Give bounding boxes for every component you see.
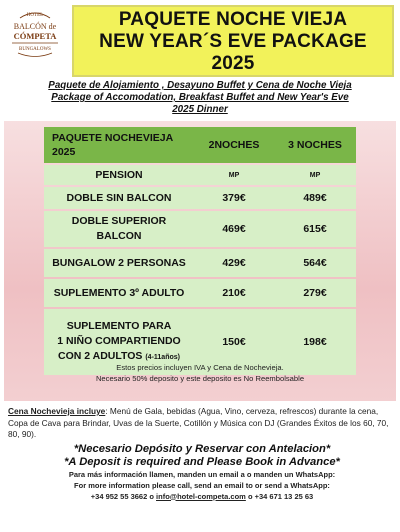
room-label-line-1: SUPLEMENTO PARA: [66, 320, 172, 332]
table-title-line-2: 2025: [52, 146, 76, 158]
separator-2: o: [245, 491, 255, 501]
price-3-nights: 564€: [274, 249, 356, 277]
description-line-3: 2025 Dinner: [172, 104, 228, 115]
dinner-includes: [8, 406, 396, 441]
pension-label: PENSION: [44, 165, 194, 185]
table-row-pension: [44, 165, 356, 185]
contact-line-en: For more information please call, send an email to or send a WhatsApp:: [74, 480, 330, 490]
table-header-row: [44, 127, 356, 163]
description-line-1: Paquete de Alojamiento , Desayuno Buffet y Cena de Noche Vieja: [48, 80, 352, 91]
room-label: DOBLE SIN BALCON: [44, 187, 194, 209]
room-label-line-2: BALCON: [96, 230, 142, 242]
headline-line-3: 2025: [211, 53, 255, 74]
contact-line-es: Para más información llamen, manden un email a o manden un WhatsApp:: [68, 469, 336, 479]
room-label-line-1: DOBLE SUPERIOR: [71, 215, 167, 227]
package-description: [6, 80, 394, 116]
header-2-nights: 2NOCHES: [194, 127, 274, 163]
price-2-nights: 150€: [194, 309, 274, 375]
logo-top-text: HOTEL: [26, 13, 44, 18]
dinner-includes-lead: Cena Nochevieja incluye: [8, 406, 106, 416]
price-table: [44, 125, 356, 377]
headline-banner: [72, 5, 394, 77]
price-3-nights: 489€: [274, 187, 356, 209]
logo-bottom-text: BUNGALOWS: [19, 47, 51, 52]
table-title-line-1: PAQUETE NOCHEVIEJA: [52, 132, 174, 144]
footer-info: [8, 406, 396, 502]
price-2-nights: 469€: [194, 211, 274, 247]
headline-line-1: PAQUETE NOCHE VIEJA: [118, 9, 348, 30]
price-2-nights: 429€: [194, 249, 274, 277]
pension-mp-2: MP: [194, 165, 274, 185]
table-header-title: [44, 127, 194, 163]
hotel-logo-graphic: [6, 6, 64, 62]
logo-name-line2: CÓMPETA: [13, 31, 57, 41]
hotel-logo: [6, 6, 64, 62]
room-label: SUPLEMENTO 3º ADULTO: [44, 279, 194, 307]
separator-1: o: [147, 491, 157, 501]
room-label-line-2: 1 NIÑO COMPARTIENDO: [57, 335, 181, 347]
contact-details: [8, 491, 396, 502]
table-row: [44, 249, 356, 277]
price-notes: [4, 362, 396, 384]
price-2-nights: 379€: [194, 187, 274, 209]
price-2-nights: 210€: [194, 279, 274, 307]
logo-name-line1: BALCÓN de: [13, 22, 57, 31]
email-link[interactable]: info@hotel-competa.com: [156, 491, 246, 501]
headline-line-2: NEW YEAR´S EVE PACKAGE: [99, 31, 367, 52]
note-line-1: Estos precios incluyen IVA y Cena de Nochevieja.: [116, 363, 284, 372]
table-row: [44, 211, 356, 247]
table-row: [44, 279, 356, 307]
deposit-notice-en: *A Deposit is required and Please Book in Advance*: [64, 455, 340, 468]
room-label-line-3-text: CON 2 ADULTOS: [58, 350, 143, 362]
phone-number-1[interactable]: +34 952 55 3662: [90, 491, 148, 501]
price-3-nights: 198€: [274, 309, 356, 375]
age-range-note: (4-11años): [145, 354, 180, 361]
note-line-2: Necesario 50% deposito y este deposito es No Reembolsable: [95, 374, 305, 383]
phone-number-2[interactable]: +34 671 13 25 63: [254, 491, 314, 501]
table-row: [44, 187, 356, 209]
room-label: BUNGALOW 2 PERSONAS: [44, 249, 194, 277]
room-label: [44, 211, 194, 247]
pension-mp-3: MP: [274, 165, 356, 185]
deposit-notice-es: *Necesario Depósito y Reservar con Antelacion*: [73, 442, 331, 455]
header-3-nights: 3 NOCHES: [274, 127, 356, 163]
price-3-nights: 279€: [274, 279, 356, 307]
dinner-includes-text: : Menú de Gala, bebidas (Agua, Vino, cerveza, refrescos) durante la cena, Copa de Cava para Brindar, Uvas de la Suerte, Cotillón y Música con DJ (Grandes Éxitos de los 60, 70, 80, 90).: [8, 406, 389, 439]
price-3-nights: 615€: [274, 211, 356, 247]
description-line-2: Package of Accomodation, Breakfast Buffet and New Year's Eve: [51, 92, 349, 103]
